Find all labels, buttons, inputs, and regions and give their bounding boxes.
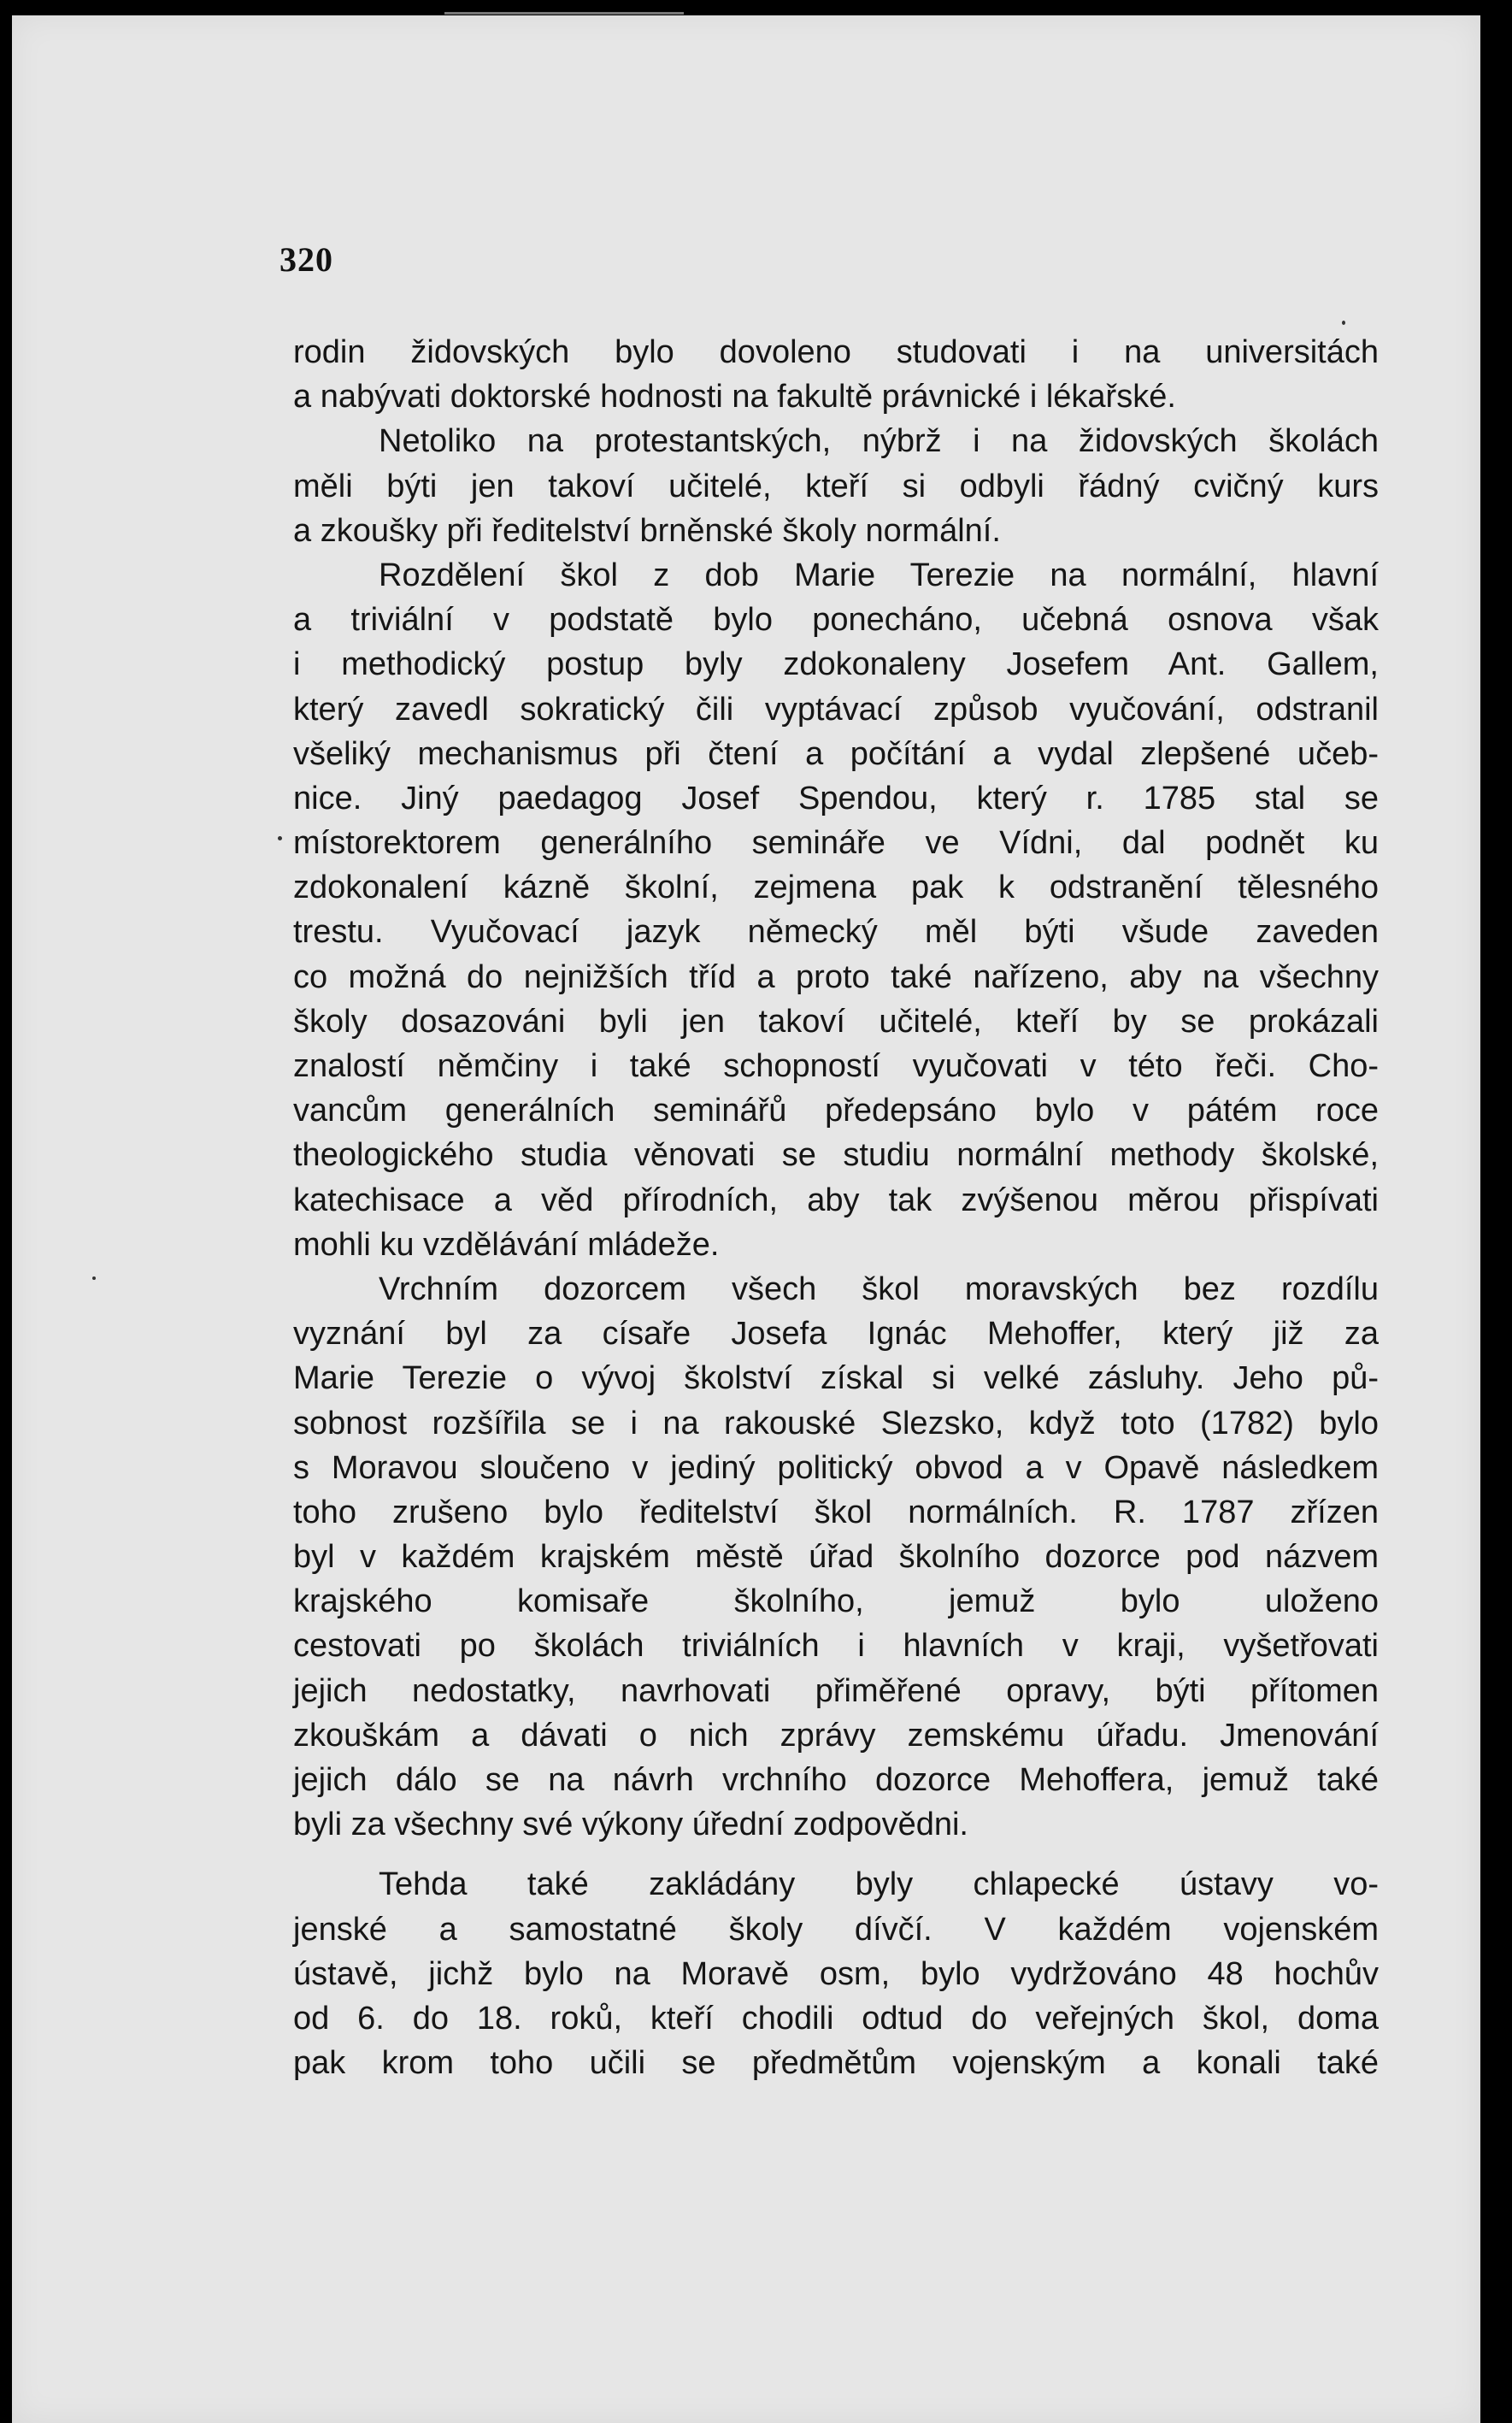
text-line: a zkoušky při ředitelství brněnské školy normální. (293, 512, 1001, 549)
paragraph-gap (293, 1847, 1379, 1862)
text-line: zkouškám a dávati o nich zprávy zemskému úřadu. Jmenování (293, 1717, 1379, 1754)
text-line: sobnost rozšířila se i na rakouské Slezsko, když toto (1782) bylo (293, 1405, 1379, 1441)
text-line: byl v každém krajském městě úřad školního dozorce pod názvem (293, 1539, 1379, 1576)
text-line: Netoliko na protestantských, nýbrž i na židovských školách (379, 423, 1379, 460)
text-line: jejich dálo se na návrh vrchního dozorce Mehoffera, jemuž také (293, 1762, 1379, 1798)
speck (1342, 321, 1345, 325)
top-edge-mark (444, 12, 684, 15)
text-line: co možná do nejnižších tříd a proto také nařízeno, aby na všechny (293, 958, 1379, 995)
text-line: znalostí němčiny i také schopností vyučovati v této řeči. Cho- (293, 1048, 1379, 1084)
text-line: vyznání byl za císaře Josefa Ignác Mehoffer, který již za (293, 1316, 1379, 1353)
text-line: toho zrušeno bylo ředitelství škol normálních. R. 1787 zřízen (293, 1494, 1379, 1530)
text-line: cestovati po školách triviálních i hlavních v kraji, vyšetřovati (293, 1628, 1379, 1665)
page-number: 320 (279, 240, 333, 279)
text-line: rodin židovských bylo dovoleno studovati i na universitách (293, 334, 1379, 370)
text-line: a triviální v podstatě bylo ponecháno, učebná osnova však (293, 602, 1379, 639)
text-line: jejich nedostatky, navrhovati přiměřené opravy, býti přítomen (293, 1672, 1379, 1709)
text-line: theologického studia věnovati se studiu normální methody školské, (293, 1137, 1379, 1174)
text-line: a nabývati doktorské hodnosti na fakultě právnické i lékařské. (293, 379, 1176, 416)
text-line: katechisace a věd přírodních, aby tak zvýšenou měrou přispívati (293, 1182, 1379, 1218)
text-line: vancům generálních seminářů předepsáno bylo v pátém roce (293, 1093, 1379, 1129)
text-line: všeliký mechanismus při čtení a počítání a vydal zlepšené učeb- (293, 735, 1379, 772)
scan-border-right (1480, 15, 1512, 2423)
text-line: trestu. Vyučovací jazyk německý měl býti všude zaveden (293, 914, 1379, 951)
text-line: nice. Jiný paedagog Josef Spendou, který r. 1785 stal se (293, 780, 1379, 817)
text-line: Rozdělení škol z dob Marie Terezie na normální, hlavní (379, 557, 1379, 593)
text-line: i methodický postup byly zdokonaleny Josefem Ant. Gallem, (293, 646, 1379, 683)
text-line: pak krom toho učili se předmětům vojenským a konali také (293, 2045, 1379, 2082)
text-line: krajského komisaře školního, jemuž bylo uloženo (293, 1583, 1379, 1620)
text-line: Tehda také zakládány byly chlapecké ústavy vo- (379, 1866, 1379, 1903)
text-line: od 6. do 18. roků, kteří chodili odtud do veřejných škol, doma (293, 2000, 1379, 2037)
text-line: měli býti jen takoví učitelé, kteří si odbyli řádný cvičný kurs (293, 468, 1379, 504)
text-line: který zavedl sokratický čili vyptávací způsob vyučování, odstranil (293, 691, 1379, 728)
speck (92, 1276, 96, 1280)
text-line: zdokonalení kázně školní, zejmena pak k odstranění tělesného (293, 870, 1379, 906)
text-line: mohli ku vzdělávání mládeže. (293, 1226, 720, 1263)
text-line: ústavě, jichž bylo na Moravě osm, bylo vydržováno 48 hochův (293, 1955, 1379, 1992)
body-text (293, 330, 1379, 2085)
text-line: školy dosazováni byli jen takoví učitelé, kteří by se prokázali (293, 1003, 1379, 1040)
text-line: s Moravou sloučeno v jediný politický obvod a v Opavě následkem (293, 1449, 1379, 1486)
text-line: místorektorem generálního semináře ve Vídni, dal podnět ku (293, 825, 1379, 862)
text-line: Marie Terezie o vývoj školství získal si velké zásluhy. Jeho pů- (293, 1360, 1379, 1397)
speck (278, 836, 282, 840)
text-line: jenské a samostatné školy dívčí. V každém vojenském (293, 1911, 1379, 1948)
text-line: byli za všechny své výkony úřední zodpovědni. (293, 1807, 968, 1843)
text-line: Vrchním dozorcem všech škol moravských bez rozdílu (379, 1270, 1379, 1307)
